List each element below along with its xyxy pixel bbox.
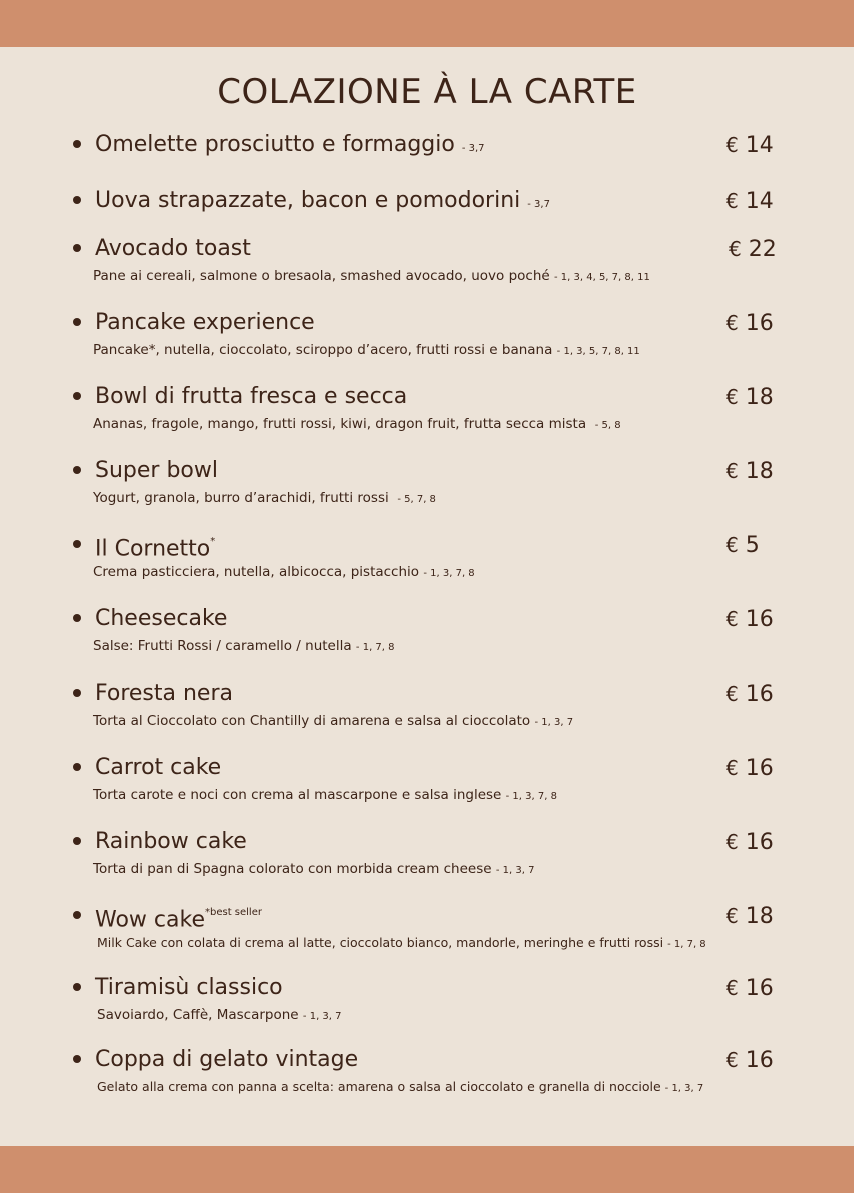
bullet-icon [73, 1055, 81, 1063]
item-price: € 18 [726, 904, 774, 929]
menu-item [0, 530, 854, 590]
bullet-icon [73, 983, 81, 991]
item-allergens: - 1, 7, 8 [667, 939, 706, 950]
item-allergens: - 1, 7, 8 [355, 642, 395, 653]
item-price: € 16 [726, 1048, 774, 1073]
item-allergens: - 1, 3, 4, 5, 7, 8, 11 [554, 272, 650, 283]
item-price: € 16 [726, 311, 774, 336]
bullet-icon [73, 911, 81, 919]
item-price: € 16 [726, 756, 774, 781]
bottom-band [0, 1146, 854, 1193]
bullet-icon [73, 466, 81, 474]
item-note: *best seller [204, 907, 262, 918]
item-allergens: - 1, 3, 7, 8 [505, 791, 557, 802]
item-allergens: - 1, 3, 7, 8 [423, 568, 475, 579]
item-name: Coppa di gelato vintage [95, 1047, 359, 1072]
item-description: Ananas, fragole, mango, frutti rossi, kiwi, dragon fruit, frutta secca mista - 5, 8 [93, 416, 621, 432]
item-name: Avocado toast [95, 236, 251, 261]
bullet-icon [73, 140, 81, 148]
menu-item [0, 604, 854, 664]
item-description: Gelato alla crema con panna a scelta: amarena o salsa al cioccolato e granella di nocciole - 1, 3, 7 [97, 1079, 704, 1094]
item-allergens: - 1, 3, 7 [664, 1083, 704, 1094]
item-note: * [210, 536, 216, 547]
item-name: Uova strapazzate, bacon e pomodorini - 3,7 [95, 188, 550, 213]
item-price: € 14 [726, 133, 774, 158]
item-name: Il Cornetto* [95, 536, 216, 562]
item-price: € 18 [726, 459, 774, 484]
menu-item [0, 679, 854, 739]
item-description: Torta carote e noci con crema al mascarpone e salsa inglese - 1, 3, 7, 8 [93, 787, 557, 803]
item-price: € 5 [726, 533, 760, 558]
item-price: € 18 [726, 385, 774, 410]
item-price: € 16 [726, 682, 774, 707]
item-allergens: - 3,7 [461, 143, 485, 154]
menu-title: COLAZIONE À LA CARTE [217, 72, 637, 112]
item-price: € 16 [726, 607, 774, 632]
item-price: € 22 [729, 237, 777, 262]
bullet-icon [73, 540, 81, 548]
menu-item [0, 973, 854, 1033]
item-description: Milk Cake con colata di crema al latte, cioccolato bianco, mandorle, meringhe e frutti rossi - 1, 7, 8 [97, 935, 706, 950]
menu-item [0, 234, 854, 294]
bullet-icon [73, 837, 81, 845]
menu-item [0, 382, 854, 442]
item-description: Torta al Cioccolato con Chantilly di amarena e salsa al cioccolato - 1, 3, 7 [93, 713, 574, 729]
item-allergens: - 1, 3, 5, 7, 8, 11 [556, 346, 640, 357]
menu-item [0, 308, 854, 368]
item-name: Super bowl [95, 458, 218, 483]
item-name: Wow cake$^{*best seller}$ [95, 907, 262, 933]
item-price: € 14 [726, 189, 774, 214]
item-description: Savoiardo, Caffè, Mascarpone - 1, 3, 7 [97, 1007, 342, 1023]
item-name: Foresta nera [95, 681, 233, 706]
item-allergens: - 5, 8 [594, 420, 621, 431]
item-description: Yogurt, granola, burro d’arachidi, frutti rossi - 5, 7, 8 [93, 490, 436, 506]
menu-item [0, 827, 854, 887]
item-name: Bowl di frutta fresca e secca [95, 384, 408, 409]
item-allergens: - 1, 3, 7 [302, 1011, 342, 1022]
item-price: € 16 [726, 830, 774, 855]
item-allergens: - 1, 3, 7 [495, 865, 535, 876]
menu-item [0, 1045, 854, 1105]
item-name: Rainbow cake [95, 829, 247, 854]
bullet-icon [73, 763, 81, 771]
bullet-icon [73, 614, 81, 622]
bullet-icon [73, 196, 81, 204]
bullet-icon [73, 392, 81, 400]
item-description: Pane ai cereali, salmone o bresaola, smashed avocado, uovo poché - 1, 3, 4, 5, 7, 8, 11 [93, 268, 650, 284]
item-description: Crema pasticciera, nutella, albicocca, pistacchio - 1, 3, 7, 8 [93, 564, 475, 580]
item-name: Omelette prosciutto e formaggio - 3,7 [95, 132, 485, 157]
menu-item [0, 901, 854, 961]
item-allergens: - 5, 7, 8 [397, 494, 436, 505]
bullet-icon [73, 244, 81, 252]
item-name: Pancake experience [95, 310, 315, 335]
menu-item [0, 456, 854, 516]
item-name: Tiramisù classico [95, 975, 283, 1000]
menu-item [0, 753, 854, 813]
menu-item [0, 130, 854, 190]
item-allergens: - 1, 3, 7 [534, 717, 574, 728]
item-name: Cheesecake [95, 606, 228, 631]
item-name: Carrot cake [95, 755, 222, 780]
item-description: Torta di pan di Spagna colorato con morbida cream cheese - 1, 3, 7 [93, 861, 535, 877]
item-price: € 16 [726, 976, 774, 1001]
bullet-icon [73, 318, 81, 326]
item-description: Pancake*, nutella, cioccolato, sciroppo d’acero, frutti rossi e banana - 1, 3, 5, 7, 8, 11 [93, 342, 640, 358]
bullet-icon [73, 689, 81, 697]
item-description: Salse: Frutti Rossi / caramello / nutella - 1, 7, 8 [93, 638, 395, 654]
top-band [0, 0, 854, 47]
item-allergens: - 3,7 [527, 199, 550, 210]
